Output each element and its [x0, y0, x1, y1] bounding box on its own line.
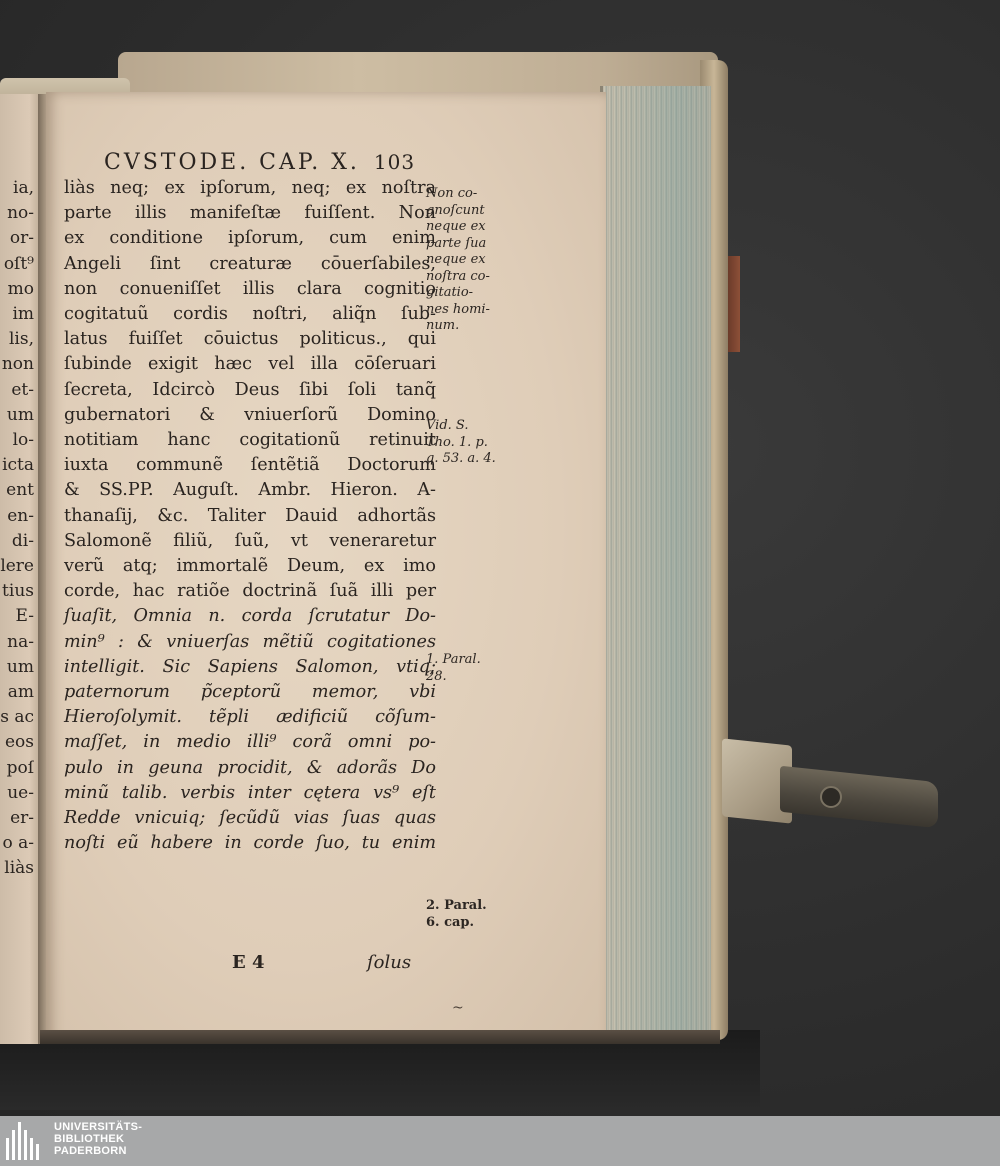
- ribbon-marker: [728, 256, 740, 352]
- text-line: & SS.PP. Auguſt. Ambr. Hieron. A-: [64, 480, 436, 501]
- marginal-line: num.: [426, 318, 460, 333]
- marginal-line: q. 53. a. 4.: [426, 451, 496, 466]
- left-fragment: am: [7, 682, 34, 703]
- text-line: Hieroſolymit. tẽpli ædificiũ cõſum-: [64, 707, 436, 728]
- marginal-line: Vid. S.: [426, 418, 469, 433]
- text-line: thanaſij, &c. Taliter Dauid adhortãs: [64, 505, 436, 526]
- text-line: intelligit. Sic Sapiens Salomon, vtiq;: [64, 656, 436, 677]
- left-fragment: poſ: [6, 757, 34, 778]
- text-line: noſti eũ habere in corde ſuo, tu enim: [64, 833, 436, 854]
- marginal-line: parte ſua: [426, 235, 487, 251]
- institution-line: PADERBORN: [54, 1145, 127, 1157]
- left-fragment: im: [12, 304, 34, 325]
- bottom-board: [40, 1030, 720, 1044]
- text-line: maſſet, in medio illi⁹ corã omni po-: [64, 732, 436, 753]
- marginal-line: noſtra co-: [426, 268, 490, 284]
- left-fragment: ue-: [7, 782, 34, 803]
- marginal-note-2: [426, 418, 546, 468]
- institution-line: BIBLIOTHEK: [54, 1133, 125, 1145]
- running-header: [104, 150, 415, 175]
- text-line: liàs neq; ex ipſorum, neq; ex noſtra: [64, 178, 436, 198]
- institution-line: UNIVERSITÄTS-: [54, 1121, 143, 1133]
- left-page-text-fragments: [0, 176, 34, 882]
- marginal-line: 1. Paral.: [426, 652, 481, 667]
- left-fragment: oſt⁹: [3, 253, 34, 274]
- left-fragment: di-: [11, 530, 34, 551]
- marginal-note-1: [426, 186, 546, 335]
- marginal-line: gitatio-: [426, 285, 474, 300]
- text-line: min⁹ : & vniuerſas mẽtiũ cogitationes: [64, 631, 436, 652]
- left-fragment: lo-: [12, 430, 34, 451]
- marginal-line: 2. Paral.: [426, 898, 487, 913]
- left-fragment: er-: [10, 808, 34, 829]
- text-line: gubernatori & vniuerſorũ Domino: [64, 404, 436, 425]
- left-fragment: non: [1, 354, 34, 375]
- marginal-note-3: [426, 652, 546, 685]
- text-line: parte illis manifeſtæ fuiſſent. Non: [64, 203, 436, 224]
- left-fragment: ia,: [13, 178, 34, 198]
- text-line: corde, hac ratiõe doctrinã ſuã illi per: [64, 581, 436, 602]
- left-fragment: mo: [7, 278, 34, 299]
- signature-mark: E 4: [232, 952, 265, 973]
- left-fragment: no-: [7, 203, 34, 224]
- left-fragment: um: [6, 656, 34, 677]
- left-fragment: lere: [0, 556, 34, 577]
- marginal-line: nes homi-: [426, 301, 490, 317]
- text-line: ſubinde exigit hæc vel illa cōſeruari: [64, 354, 436, 375]
- library-logo-icon: [6, 1122, 46, 1160]
- text-line: ex conditione ipſorum, cum enim: [64, 228, 436, 249]
- marginal-line: neque ex: [426, 219, 486, 234]
- left-fragment: or-: [9, 228, 34, 249]
- left-fragment: icta: [2, 455, 34, 476]
- text-line: ſuaſit, Omnia n. corda ſcrutatur Do-: [64, 606, 436, 627]
- left-fragment: eos: [4, 732, 34, 753]
- text-line: non conueniſſet illis clara cognitio: [64, 278, 436, 299]
- header-title: CVSTODE. CAP. X.: [104, 150, 360, 175]
- main-text-block: [64, 176, 436, 856]
- marginal-line: gnoſcunt: [426, 202, 485, 218]
- text-line: pulo in geuna procidit, & adorãs Do: [64, 757, 436, 778]
- clasp-rivet: [820, 786, 842, 808]
- catchword: ſolus: [367, 952, 412, 973]
- left-fragment: na-: [7, 631, 34, 652]
- left-fragment: tius: [2, 581, 34, 602]
- marginal-line: 6. cap.: [426, 914, 475, 930]
- left-fragment: en-: [7, 505, 34, 526]
- marginal-line: 28.: [426, 668, 447, 684]
- left-fragment: ent: [6, 480, 34, 501]
- marginal-note-4: [426, 898, 546, 931]
- text-line: ſecreta, Idcircò Deus ſibi ſoli tanq̃: [64, 379, 436, 400]
- text-line: verũ atq; immortalẽ Deum, ex imo: [64, 556, 436, 577]
- left-fragment: E-: [15, 606, 34, 627]
- marginal-line: neque ex: [426, 252, 486, 267]
- marginal-line: Non co-: [426, 186, 478, 201]
- text-line: Redde vnicuiq; ſecũdũ vias ſuas quas: [64, 808, 436, 829]
- institution-name: [54, 1121, 142, 1157]
- text-line: Angeli ſint creaturæ cōuerſabiles,: [64, 253, 436, 274]
- text-line: cogitatuũ cordis noſtri, aliq̃n ſub-: [64, 304, 436, 325]
- marginal-line: Tho. 1. p.: [426, 434, 488, 450]
- text-line: Salomonẽ filiũ, ſuũ, vt veneraretur: [64, 530, 436, 551]
- text-line: minũ talib. verbis inter cętera vs⁹ eſt: [64, 782, 436, 803]
- footer-bar: [0, 1116, 1000, 1166]
- left-fragment: liàs: [4, 858, 34, 879]
- left-fragment: et-: [11, 379, 34, 400]
- text-line: paternorum p̃ceptorũ memor, vbi: [64, 682, 436, 703]
- text-line: notitiam hanc cogitationũ retinuit: [64, 430, 436, 451]
- text-line: iuxta communẽ ſentẽtiã Doctorum: [64, 455, 436, 476]
- page-fore-edge: [600, 86, 711, 1036]
- text-line: latus fuiſſet cōuictus politicus., qui: [64, 329, 436, 350]
- folio-number: 103: [373, 150, 416, 174]
- left-fragment: o a-: [2, 833, 34, 854]
- ornament: ~: [452, 1000, 464, 1016]
- left-fragment: lis,: [8, 329, 34, 350]
- left-fragment: um: [6, 404, 34, 425]
- left-fragment: s ac: [0, 707, 34, 728]
